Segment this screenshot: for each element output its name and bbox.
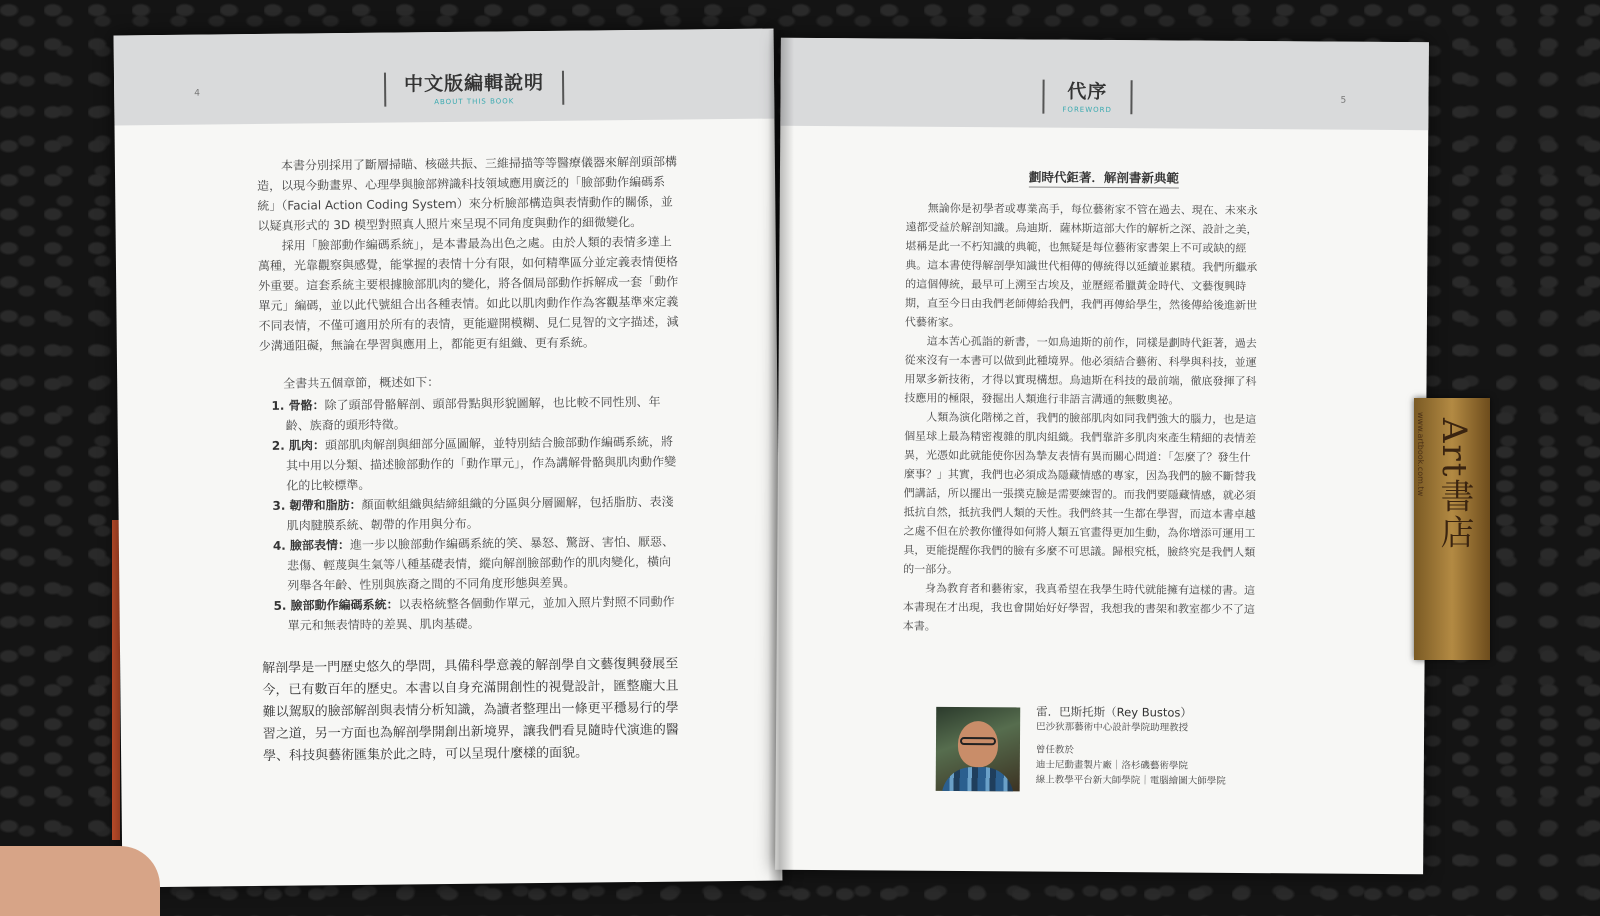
chapter-text: 顏面軟組織與結締組織的分區與分層圖解，包括脂肪、表淺肌肉腱膜系統、韌帶的作用與分布。 xyxy=(286,494,674,533)
foreword-paragraph-3: 人類為演化階梯之首，我們的臉部肌肉如同我們強大的腦力，也是這個星球上最為精密複雜的肌肉組織。我們靠許多肌肉來產生精細的表情差異，光憑如此就能使你因為摯友表情有異而關心問道：「怎麼了？發生什麼事？」其實，我們也必須成為隱藏情感的專家，因為我們的臉不斷替我們講話，所以擺出一張撲克臉是需要練習的。而我們要隱藏情感，就必須抵抗自然，抵抗我們人類的天性。我們終其一生都在學習，而這本書卓越之處不但在於教你懂得如何將人類五官畫得更加生動，為你增添可運用工具，更能提醒你我們的臉有多麼不可思議。歸根究柢，臉終究是我們人類的一部分。 xyxy=(903,410,1257,576)
chapter-text: 進一步以臉部動作編碼系統的笑、暴怒、驚訝、害怕、厭惡、悲傷、輕蔑與生氣等八種基礎表情，縱向解剖臉部動作的肌肉變化，橫向列舉各年齡、性別與族裔之間的不同角度形態與差異。 xyxy=(287,534,675,593)
author-title: 巴沙狄那藝術中心設計學院助理教授 xyxy=(1036,721,1189,734)
author-info xyxy=(1036,704,1227,789)
author-name: 雷．巴斯托斯（Rey Bustos） xyxy=(1036,704,1192,720)
chapter-item xyxy=(260,432,681,496)
bookmark xyxy=(1414,398,1490,660)
author-glasses xyxy=(960,737,996,745)
foreword-paragraph-1: 無論你是初學者或專業高手，每位藝術家不管在過去、現在、未來永遠都受益於解剖知識。烏迪斯．薩林斯這部大作的解析之深、設計之美，堪稱是此一不朽知識的典範，也無疑是每位藝術家書架上不可或缺的經典。這本書使得解剖學知識世代相傳的傳統得以延續並累積。我們所繼承的這個傳統，最早可上溯至古埃及，並歷經希臘黃金時代、文藝復興時期，直至今日由我們老師傳給我們，我們再傳給學生，然後傳給後進新世代藝術家。 xyxy=(904,201,1258,330)
chapter-item xyxy=(261,592,681,636)
chapter-title: 3. 韌帶和脂肪： xyxy=(272,497,362,513)
author-former-1: 迪士尼動畫製片廠｜洛杉磯藝術學院 xyxy=(1035,759,1188,772)
foreword-headline-text: 劃時代鉅著．解剖書新典範 xyxy=(1029,169,1179,188)
left-page-title: 中文版編輯說明 xyxy=(403,71,545,96)
author-shirt xyxy=(942,767,1014,792)
left-page xyxy=(114,29,783,888)
chapter-text: 頭部肌肉解剖與細部分區圖解，並特別結合臉部動作編碼系統，將其中用以分類、描述臉部動作的「動作單元」，作為講解骨骼與肌肉動作變化的比較標準。 xyxy=(285,434,677,493)
chapter-text: 除了頭部骨骼解剖、頭部骨點與形貌圖解，也比較不同性別、年齡、族裔的頭形特徵。 xyxy=(285,394,661,433)
right-body xyxy=(903,199,1262,638)
left-body xyxy=(257,152,683,768)
chapter-item xyxy=(259,392,679,436)
chapter-list xyxy=(259,370,682,636)
chapter-item xyxy=(260,492,680,536)
chapter-text: 以表格統整各個動作單元，並加入照片對照不同動作單元和無表情時的差異、肌肉基礎。 xyxy=(287,594,675,633)
bookmark-logo-text: Art書店 xyxy=(1434,418,1474,551)
chapter-title: 4. 臉部表情： xyxy=(272,538,351,553)
intro-paragraph-1: 本書分別採用了斷層掃瞄、核磁共振、三維掃描等等醫療儀器來解剖頭部構造，以現今動畫界、心理學與臉部辨識科技領域應用廣泛的「臉部動作編碼系統」（Facial Action Coding System）來分析臉部構造與表情動作的關係，並以疑真形式的 3D 模型對照真人照片來呈現不同角度與動作的細微變化。 xyxy=(257,154,677,233)
left-page-subtitle: ABOUT THIS BOOK xyxy=(434,97,515,107)
left-title-block xyxy=(384,71,564,107)
foreword-paragraph-4: 身為教育者和藝術家，我真希望在我學生時代就能擁有這樣的書。這本書現在才出現，我也會開始好好學習，我想我的書架和教室都少不了這本書。 xyxy=(902,581,1256,633)
right-page-subtitle: FOREWORD xyxy=(1062,105,1112,115)
chapter-item xyxy=(261,532,682,596)
chapters-intro: 全書共五個章節，概述如下： xyxy=(283,375,440,391)
left-page-number: 4 xyxy=(194,88,200,99)
chapter-title: 2. 肌肉： xyxy=(271,438,326,453)
chapter-title: 5. 臉部動作編碼系統： xyxy=(273,597,399,613)
book-spine xyxy=(768,30,794,890)
foreword-paragraph-2: 這本苦心孤詣的新書，一如烏迪斯的前作，同樣是劃時代鉅著，過去從來沒有一本書可以做到此種境界。他必須結合藝術、科學與科技，並運用眾多新技術，才得以實現構想。烏迪斯在科技的最前端，徹底發揮了科技應用的極限，發掘出人類進行非語言溝通的無數奧祕。 xyxy=(904,334,1257,407)
bookmark-url: www.artbook.com.tw xyxy=(1416,412,1425,497)
chapter-title: 1. 骨骼： xyxy=(271,398,325,413)
author-photo xyxy=(936,707,1021,792)
author-former-label: 曾任教於 xyxy=(1035,744,1074,756)
intro-paragraph-2: 採用「臉部動作編碼系統」，是本書最為出色之處。由於人類的表情多達上萬種，光靠觀察與感覺，能掌握的表情十分有限，如何精準區分並定義表情便格外重要。這套系統主要根據臉部肌肉的變化，將各個局部動作拆解成一套「動作單元」編碼，並以此代號組合出各種表情。如此以肌肉動作作為客觀基準來定義不同表情，不僅可適用於所有的表情，更能避開模糊、見仁見智的文字描述，減少溝通阻礙，無論在學習與應用上，都能更有組織、更有系統。 xyxy=(257,234,679,353)
right-page-title: 代序 xyxy=(1067,80,1108,104)
author-former-2: 線上教學平台新大師學院｜電腦繪圖大師學院 xyxy=(1035,774,1226,787)
foreword-headline xyxy=(780,166,1428,189)
right-title-block xyxy=(1042,80,1132,115)
closing-paragraph: 解剖學是一門歷史悠久的學問，具備科學意義的解剖學自文藝復興發展至今，已有數百年的歷史。本書以自身充滿開創性的視覺設計，匯整龐大且難以駕馭的臉部解剖與表情分析知識，為讀者整理出一條更平穩易行的學習之道，另一方面也為解剖學開創出新境界，讓我們看見隨時代演進的醫學、科技與藝術匯集於此之時，可以呈現什麼樣的面貌。 xyxy=(262,656,679,764)
right-page-number: 5 xyxy=(1340,95,1347,106)
right-page xyxy=(775,38,1429,875)
